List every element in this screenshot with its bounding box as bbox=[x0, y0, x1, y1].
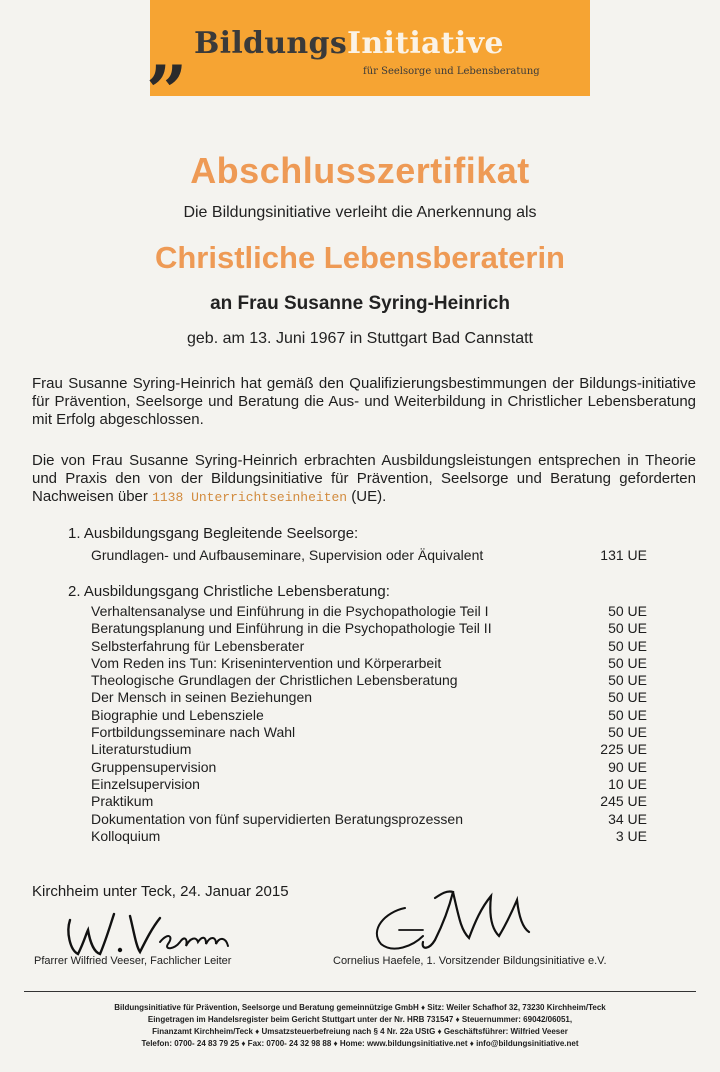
footer-imprint bbox=[0, 1002, 720, 1050]
course-units: 50 UE bbox=[608, 672, 647, 689]
degree-title: Christliche Lebensberaterin bbox=[154, 240, 565, 275]
footer-line: Bildungsinitiative für Prävention, Seelsorge und Beratung gemeinnützige GmbH ♦ Sitz: Weiler Schafhof 32, 73230 Kirchheim/Teck bbox=[114, 1003, 606, 1012]
course-label: Selbsterfahrung für Lebensberater bbox=[91, 637, 305, 654]
paragraph-hours bbox=[32, 452, 696, 507]
section-heading-seelsorge: 1. Ausbildungsgang Begleitende Seelsorge: bbox=[68, 525, 359, 542]
course-label: Grundlagen- und Aufbauseminare, Supervision oder Äquivalent bbox=[91, 547, 484, 563]
footer-line: Eingetragen im Handelsregister beim Gericht Stuttgart unter der Nr. HRB 731547 ♦ Steuernummer: 69042/06051, bbox=[147, 1015, 573, 1024]
course-units: 50 UE bbox=[608, 620, 647, 637]
list-item bbox=[91, 603, 647, 620]
place-date: Kirchheim unter Teck, 24. Januar 2015 bbox=[32, 883, 289, 900]
signer-left-caption: Pfarrer Wilfried Veeser, Fachlicher Leiter bbox=[34, 955, 232, 967]
paragraph-completion: Frau Susanne Syring-Heinrich hat gemäß den Qualifizierungsbestimmungen der Bildungs-initiative für Prävention, Seelsorge und Beratung die Aus- und Weiterbildung in Christlicher Lebensberatung mit Erfolg abgeschlossen. bbox=[32, 375, 696, 428]
list-item bbox=[91, 547, 647, 564]
list-item bbox=[91, 776, 647, 793]
course-label: Der Mensch in seinen Beziehungen bbox=[91, 689, 313, 706]
course-units: 50 UE bbox=[608, 654, 647, 671]
list-item bbox=[91, 672, 647, 689]
quote-mark-icon: ” bbox=[146, 49, 188, 134]
course-list-seelsorge bbox=[91, 547, 647, 564]
logo-part-bildungs: Bildungs bbox=[194, 26, 348, 61]
recipient-name: an Frau Susanne Syring-Heinrich bbox=[210, 293, 510, 314]
section-heading-lebensberatung: 2. Ausbildungsgang Christliche Lebensberatung: bbox=[68, 583, 390, 600]
course-units: 50 UE bbox=[608, 603, 647, 619]
course-units: 131 UE bbox=[600, 547, 647, 563]
list-item bbox=[91, 620, 647, 637]
course-units: 90 UE bbox=[608, 758, 647, 775]
signature-left-image bbox=[56, 902, 256, 962]
course-label: Kolloquium bbox=[91, 827, 161, 844]
course-label: Beratungsplanung und Einführung in die Psychopathologie Teil II bbox=[91, 620, 492, 637]
course-units: 34 UE bbox=[608, 810, 647, 827]
list-item bbox=[91, 793, 647, 810]
course-label: Biographie und Lebensziele bbox=[91, 706, 264, 723]
logo-wordmark bbox=[194, 26, 504, 61]
footer-line: Finanzamt Kirchheim/Teck ♦ Umsatzsteuerbefreiung nach § 4 Nr. 22a UStG ♦ Geschäftsführer: Wilfried Veeser bbox=[152, 1027, 568, 1036]
total-units-highlight: 1138 Unterrichtseinheiten bbox=[152, 490, 348, 505]
logo-part-initiative: Initiative bbox=[347, 26, 504, 61]
list-item bbox=[91, 828, 647, 845]
list-item bbox=[91, 689, 647, 706]
course-list-lebensberatung bbox=[91, 603, 647, 845]
course-label: Fortbildungsseminare nach Wahl bbox=[91, 724, 296, 741]
course-label: Dokumentation von fünf supervidierten Beratungsprozessen bbox=[91, 810, 463, 827]
course-label: Verhaltensanalyse und Einführung in die Psychopathologie Teil I bbox=[91, 603, 489, 619]
course-units: 3 UE bbox=[615, 827, 647, 844]
signature-right-image bbox=[365, 878, 535, 958]
list-item bbox=[91, 811, 647, 828]
course-label: Vom Reden ins Tun: Krisenintervention und Körperarbeit bbox=[91, 654, 442, 671]
list-item bbox=[91, 638, 647, 655]
birth-info: geb. am 13. Juni 1967 in Stuttgart Bad Cannstatt bbox=[187, 330, 533, 347]
course-label: Einzelsupervision bbox=[91, 775, 200, 792]
footer-divider bbox=[24, 991, 696, 992]
footer-line: Telefon: 0700- 24 83 79 25 ♦ Fax: 0700- 24 32 98 88 ♦ Home: www.bildungsinitiative.net ♦ info@bildungsinitiative.net bbox=[141, 1039, 579, 1048]
course-label: Literaturstudium bbox=[91, 741, 192, 758]
paragraph-hours-text: Die von Frau Susanne Syring-Heinrich erbrachten Ausbildungsleistungen entsprechen in Theorie und Praxis den von der Bildungsinitiative für Prävention, Seelsorge und Beratung geforderten Nachweisen über bbox=[32, 452, 696, 505]
course-label: Theologische Grundlagen der Christlichen Lebensberatung bbox=[91, 672, 458, 689]
paragraph-hours-end: (UE). bbox=[347, 488, 387, 505]
course-units: 225 UE bbox=[600, 741, 647, 758]
certificate-title: Abschlusszertifikat bbox=[190, 150, 530, 191]
course-units: 10 UE bbox=[608, 775, 647, 792]
list-item bbox=[91, 759, 647, 776]
list-item bbox=[91, 707, 647, 724]
list-item bbox=[91, 724, 647, 741]
course-units: 245 UE bbox=[600, 793, 647, 810]
list-item bbox=[91, 655, 647, 672]
list-item bbox=[91, 741, 647, 758]
course-units: 50 UE bbox=[608, 689, 647, 706]
intro-line: Die Bildungsinitiative verleiht die Anerkennung als bbox=[183, 204, 537, 221]
course-label: Praktikum bbox=[91, 793, 154, 810]
course-units: 50 UE bbox=[608, 724, 647, 741]
course-units: 50 UE bbox=[608, 637, 647, 654]
course-label: Gruppensupervision bbox=[91, 758, 217, 775]
course-units: 50 UE bbox=[608, 706, 647, 723]
logo-subtitle: für Seelsorge und Lebensberatung bbox=[363, 66, 540, 77]
signer-right-caption: Cornelius Haefele, 1. Vorsitzender Bildungsinitiative e.V. bbox=[333, 955, 607, 967]
header-banner bbox=[150, 0, 590, 96]
